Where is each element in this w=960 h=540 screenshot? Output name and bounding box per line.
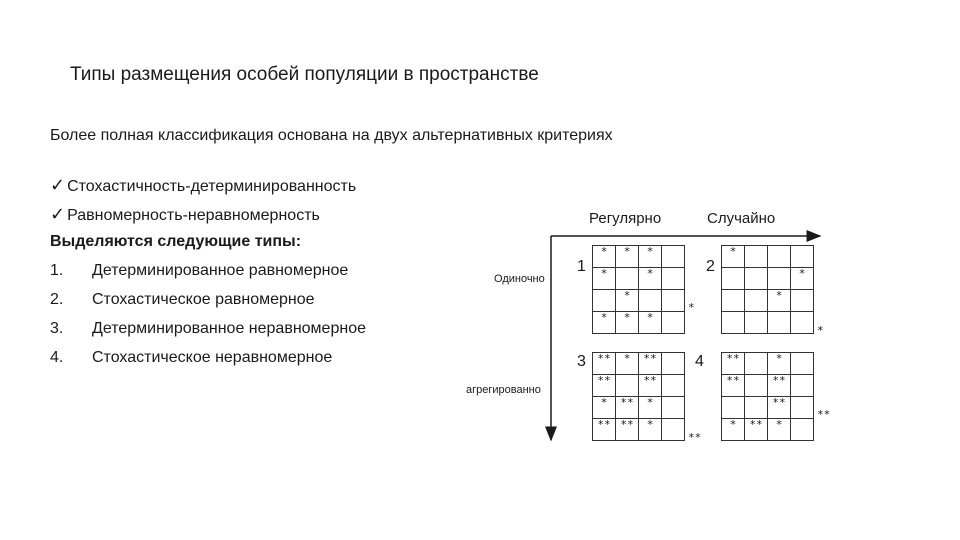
grid-cell — [768, 246, 791, 268]
row-label-aggregated: агрегированно — [466, 384, 541, 396]
grid-cell: * — [616, 312, 639, 334]
grid-cell — [616, 375, 639, 397]
grid-cell: * — [639, 246, 662, 268]
grid-cell — [745, 290, 768, 312]
types-heading: Выделяются следующие типы: — [50, 233, 302, 250]
slide-title: Типы размещения особей популяции в пространстве — [70, 64, 539, 85]
grid-cell: ** — [722, 375, 745, 397]
type-number: 2. — [50, 291, 64, 308]
type-number: 4. — [50, 349, 64, 366]
grid-cell: ** — [722, 353, 745, 375]
type-number: 1. — [50, 262, 64, 279]
grid-cell: * — [639, 397, 662, 419]
grid-row — [593, 419, 685, 441]
grid-cell — [791, 353, 814, 375]
grid-cell: * — [639, 268, 662, 290]
grid-cell: * — [768, 290, 791, 312]
grid-cell: * — [616, 246, 639, 268]
type-label: Стохастическое неравномерное — [92, 349, 333, 366]
grid-row — [722, 375, 814, 397]
pattern-grid-4 — [721, 352, 814, 441]
grid-cell — [768, 268, 791, 290]
grid-row — [722, 419, 814, 441]
grid-number: 4 — [695, 353, 704, 370]
grid-cell — [791, 290, 814, 312]
grid-cell: ** — [593, 419, 616, 441]
col-label-random: Случайно — [707, 210, 776, 227]
grid-cell — [662, 375, 685, 397]
grid-cell: * — [593, 397, 616, 419]
grid-row — [722, 397, 814, 419]
grid-row — [593, 375, 685, 397]
grid-cell — [593, 290, 616, 312]
grid-cell: ** — [593, 353, 616, 375]
grid-cell: * — [722, 246, 745, 268]
grid-cell — [722, 397, 745, 419]
type-label: Детерминированное равномерное — [92, 262, 349, 279]
grid-row — [593, 268, 685, 290]
grid-cell — [745, 375, 768, 397]
grid-cell — [768, 312, 791, 334]
grid-cell — [616, 268, 639, 290]
grid-cell: * — [722, 419, 745, 441]
grid-row — [722, 290, 814, 312]
grid-cell — [791, 312, 814, 334]
grid-cell: * — [791, 268, 814, 290]
grid-cell: * — [639, 419, 662, 441]
col-label-regular: Регулярно — [589, 210, 662, 227]
row-label-single: Одиночно — [494, 273, 545, 285]
criterion-label: Равномерность-неравномерность — [67, 207, 320, 224]
grid-row — [593, 397, 685, 419]
grid-number: 2 — [706, 258, 715, 275]
pattern-grid-3 — [592, 352, 685, 441]
grid-row — [722, 246, 814, 268]
grid-cell — [722, 312, 745, 334]
type-number: 3. — [50, 320, 64, 337]
grid-cell — [722, 290, 745, 312]
grid-cell: * — [639, 312, 662, 334]
grid-cell — [791, 246, 814, 268]
grid-cell: * — [768, 353, 791, 375]
grid-row — [593, 312, 685, 334]
grid-number: 1 — [577, 258, 586, 275]
grid-cell: ** — [768, 375, 791, 397]
grid-cell: * — [616, 353, 639, 375]
grid-row — [593, 246, 685, 268]
grid-outside-marker: ** — [688, 431, 702, 444]
grid-cell — [791, 375, 814, 397]
grid-cell — [745, 353, 768, 375]
grid-outside-marker: * — [688, 301, 695, 314]
grid-cell: ** — [639, 353, 662, 375]
grid-cell: ** — [639, 375, 662, 397]
grid-outside-marker: ** — [817, 408, 831, 421]
grid-cell — [662, 246, 685, 268]
criterion-label: Стохастичность-детерминированность — [67, 178, 357, 195]
grid-cell — [662, 312, 685, 334]
grid-number: 3 — [577, 353, 586, 370]
grid-cell: * — [593, 246, 616, 268]
grid-cell — [662, 290, 685, 312]
pattern-grid-2 — [721, 245, 814, 334]
grid-cell: ** — [745, 419, 768, 441]
type-label: Детерминированное неравномерное — [92, 320, 366, 337]
grid-row — [722, 353, 814, 375]
pattern-grid-1 — [592, 245, 685, 334]
grid-row — [593, 353, 685, 375]
grid-row — [593, 290, 685, 312]
grid-cell: ** — [616, 419, 639, 441]
grid-cell: * — [593, 312, 616, 334]
grid-cell: ** — [616, 397, 639, 419]
grid-cell — [639, 290, 662, 312]
grid-cell — [662, 419, 685, 441]
grid-row — [722, 312, 814, 334]
grid-cell — [662, 268, 685, 290]
check-icon: ✓ — [50, 204, 66, 224]
grid-cell — [662, 397, 685, 419]
type-label: Стохастическое равномерное — [92, 291, 315, 308]
grid-cell: ** — [593, 375, 616, 397]
grid-cell — [745, 246, 768, 268]
grid-cell — [791, 419, 814, 441]
grid-row — [722, 268, 814, 290]
grid-cell — [722, 268, 745, 290]
grid-cell — [791, 397, 814, 419]
grid-cell: * — [593, 268, 616, 290]
grid-cell — [745, 268, 768, 290]
grid-cell — [745, 312, 768, 334]
grid-cell: * — [768, 419, 791, 441]
intro-text: Более полная классификация основана на двух альтернативных критериях — [50, 127, 613, 144]
grid-cell: * — [616, 290, 639, 312]
grid-cell — [745, 397, 768, 419]
grid-cell: ** — [768, 397, 791, 419]
check-icon: ✓ — [50, 175, 66, 195]
grid-cell — [662, 353, 685, 375]
grid-outside-marker: * — [817, 324, 824, 337]
